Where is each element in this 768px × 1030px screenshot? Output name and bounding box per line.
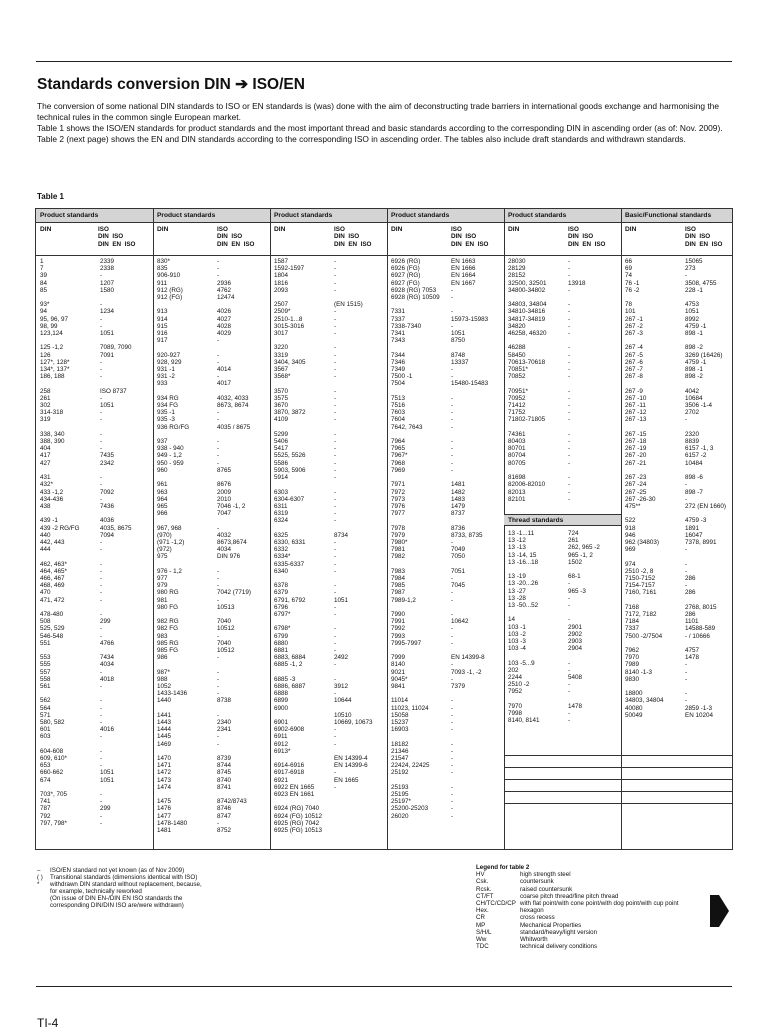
page-number: TI-4 [37,1016,59,1030]
col4-din: 6926 (RG) 6926 (FG) 6927 (RG) 6927 (FG) 6928 (RG) 7053 6928 (RG) 10509 7331 7337 7338-7340 7341 7343 7344 7346 7349 7500 -1 7504 7513 7516 7603 7604 7642, 7643 7964 7965 7967* 7968 7969 7971 7972 7973 7976 7977 7978 7979 7980* 7981 7982 7983 7984 7985 7987 7989-1,2 7990 7991 7992 7993 7995-7997 7999 8140 9021 9045* 9841 11014 11023, 11024 15058 15237 16903 18182 21346 21547 22424, 22425 25192 25193 25195 25197* 25200-25203 26020 [391,258,440,820]
footnote: corresponding DIN/DIN ISO are/were withdrawn) [50,901,184,909]
blank-row-rule [504,779,732,780]
legend-title: Legend for table 2 [476,864,530,871]
intro-paragraph-3: Table 2 (next page) shows the EN and DIN standards according to the corresponding ISO in ascending order. The tables also include draft standards and withdrawn standards. [37,134,686,145]
col-divider [504,209,505,849]
footnote: * withdrawn DIN standard without replacement, because, [37,880,202,888]
sub-din: DIN [157,226,169,233]
standards-table [35,208,733,850]
col2-iso: - - - 2936 4762 12474 4026 4027 4028 4029 - - - 4014 - 4017 4032, 4033 8673, 8674 - - 4035 / 8675 - - - - 8765 8676 2009 2010 7046 -1, 2 7047 - 4032 8673,8674 4034 DIN 976 - - - 7042 (7719) - 10513 7040 10512 - 7040 10512 - - - - - 8738 - 2340 2341 - - 8739 8744 8745 8740 8741 8742/8743 8746 8747 - 8752 [217,258,251,835]
sub-din: DIN [508,226,520,233]
col-head-6: Basic/Functional standards [621,209,732,223]
footnote: ( ) Transitional standards (dimensions identical with ISO) [37,873,198,881]
page-title: Standards conversion DIN ➔ ISO/EN [37,76,305,93]
col-head-5: Product standards [504,209,621,223]
legend-item: MP Mechanical Properties [476,921,582,929]
sub-din: DIN [40,226,52,233]
legend-item: Rcsk. raised countersunk [476,885,573,893]
intro-paragraph-1: The conversion of some national DIN standards to ISO or EN standards is (was) done with the aim of deconstructing trade barriers in international goods exchange and harmonising the technical rules in the common single European market. [37,101,719,123]
col-head-3: Product standards [270,209,387,223]
col1-din: 1 7 39 84 85 93* 94 95, 96, 97 98, 99 123,124 125 -1,2 126 127*, 128* 134*, 137* 186, 188 258 261 302 314-318 319 338, 340 388, 390 404 417 427 431 432* 433 -1,2 434-436 438 439 -1 439 -2 RG/FG 440 442, 443 444 462, 463* 464, 465* 466, 467 468, 469 470 471, 472 478-480 508 525, 529 546-548 551 553 555 557 558 561 562 564 571 580, 582 601 603 604-608 609, 610* 653 660-662 674 703*, 705 741 787 792 797, 798* [40,258,80,827]
col3-din: 1587 1592-1597 1804 1816 2093 2507 2509* 2510-1...8 3015-3016 3017 3220 3319 3404, 3405 3567 3568* 3570 3575 3670 3870, 3872 4109 5299 5406 5417 5525, 5526 5586 5903, 5906 5914 6303 6304-6307 6311 6319 6324 6325 6330, 6331 6332 6334* 6335-6337 6340 6378 6379 6791, 6792 6796 6797* 6798* 6799 6880 6881 6883, 6884 6885 -1, 2 6885 -3 6886, 6887 6888 6899 6900 6901 6902-6908 6911 6912 6913* 6914-6916 6917-6918 6921 6922 EN 1665 6923 EN 1661 6924 (RG) 7040 6924 (FG) 10512 6925 (RG) 7042 6925 (FG) 10513 [274,258,322,835]
legend-item: Csk. countersunk [476,878,554,886]
intro-text [37,101,727,145]
sub-din: DIN [274,226,286,233]
legend-item: CR cross recess [476,914,555,922]
intro-paragraph-2: Table 1 shows the ISO/EN standards for product standards and the most important thread and basic standards according to the corresponding DIN in ascending order (as of: Nov. 2009). [37,123,723,134]
sub-iso: ISO DIN ISO DIN EN ISO [98,226,136,248]
col2-din: 830* 835 906-910 911 912 (RG) 912 (FG) 913 914 915 916 917 920-927 928, 929 931 -1 931 -2 933 934 RG 934 FG 935 -1 935 -3 936 RG/FG 937 938 - 940 949 - 1,2 950 - 959 960 961 963 964 965 966 967, 968 (970) (971 -1,2) (972) 975 976 - 1,2 977 979 980 RG 981 980 FG 982 RG 982 FG 983 985 RG 985 FG 986 987* 988 1052 1433-1436 1440 1441 1443 1444 1445 1469 1470 1471 1472 1473 1474 1475 1476 1477 1478-1480 1481 [157,258,190,835]
legend [476,864,679,950]
blank-row-rule [504,755,732,756]
bottom-rule [36,986,732,987]
legend-item: CT/FT coarse pitch thread/fine pitch thread [476,892,619,900]
subhead-rule [36,255,732,256]
footnote: – ISO/EN standard not yet known (as of Nov 2009) [37,867,185,874]
top-rule [36,61,732,62]
legend-item: Ww Whitworth [476,936,548,944]
legend-item: S/H/L standard/heavy/light version [476,928,598,936]
sub-din: DIN [625,226,637,233]
col-head-2: Product standards [153,209,270,223]
legend-item: Hex. hexagon [476,907,544,915]
blank-row-rule [504,767,732,768]
col3-iso: - - - - - (EN 1515) - - - - - - - - - - - - - - - - - - - - - - - - - - 8734 - - - - - - - 1051 - - - - - - 2492 - - 3912 - 10644 10510 10669, 10673 - - - EN 14399-4 EN 14399-6 - EN 1665 - [334,258,373,791]
footnote: for example, technically reworked [50,887,142,895]
col5-din: 28030 28129 28152 32500, 32501 34800-34802 34803, 34804 34810-34816 34817-34819 34820 46258, 46320 46288 58450 70613-70618 70851* 70852 70951* 70952 71412 71752 71802-71805 74361 80403 80701 80704 80705 81698 82006-82010 82013 82101 [508,258,547,503]
thread-iso: 724 261 262, 965 -2 965 -1, 2 1502 68-1 - 965 -3 - - - 2901 2902 2903 2904 - - 5408 - - 1478 - - [568,530,600,725]
blank-row-rule [504,803,732,804]
sub-iso: ISO DIN ISO DIN EN ISO [334,226,372,248]
thread-din: 13 -1...11 13 -12 13 -13 13 -14, 15 13 -16...18 13 -19 13 -20...26 13 -27 13 -28 13 -50...52 14 103 -1 103 -2 103 -3 103 -4 103 -5...9 202 2244 2510 -2 7952 7970 7998 8140, 8141 [508,530,540,725]
thread-standards-head: Thread standards [504,514,621,526]
col5-iso: - - - 13918 - - - - - - - - - - - - - - - - - - - - - - - - - [568,258,586,503]
col6-iso: 15065 273 - 3508, 4755 228 -1 4753 1051 8992 4759 -1 898 -1 898 -2 3269 (16426) 4759 -1 898 -1 898 -2 4042 10684 3506 -1-4 2702 - 2320 8839 6157 -1, 3 6157 -2 10484 898 -6 - 898 -7 - 272 (EN 1660) 4759 -3 1891 16047 7378, 8991 - - - 286 - 286 2768, 8015 286 1101 14588-589 - / 10666 4757 1478 - - - - - 2859 -1-3 EN 10204 [685,258,726,719]
blank-row-rule [504,791,732,792]
col-divider [621,209,622,849]
footnote: (On issue of DIN EN-/DIN EN ISO standards the [50,894,183,902]
table-label: Table 1 [37,192,64,201]
sub-iso: ISO DIN ISO DIN EN ISO [685,226,723,248]
col-head-1: Product standards [36,209,153,223]
col1-iso: 2339 2338 - 1207 1580 - 1234 - - 1051 7089, 7090 7091 - - - ISO 8737 - 1051 - - - - - 7435 2342 - - 7092 - 7436 4036 4035, 8675 7094 - - - - - - - - - 299 - - 4766 7434 4034 - 4018 - - - - - 4016 - - - - 1051 1051 - - 299 - - [100,258,132,827]
col4-iso: EN 1663 EN 1666 EN 1664 EN 1667 - - - 15973-15983 - 1051 8750 8748 13337 - - 15480-15483 - - - - - - - - - - 1481 1482 1483 1479 8737 8736 8733, 8735 - 7049 7050 7051 - 7045 - - - 10642 - - - EN 14399-8 - 7093 -1, -2 - 7379 - - - - - - - - - - - - - - - [451,258,489,820]
footnotes [37,868,202,909]
col-divider [270,209,271,849]
next-page-arrow-icon [710,889,730,938]
sub-iso: ISO DIN ISO DIN EN ISO [217,226,255,248]
sub-din: DIN [391,226,403,233]
sub-iso: ISO DIN ISO DIN EN ISO [451,226,489,248]
legend-item: TDC technical delivery conditions [476,943,598,951]
col-divider [153,209,154,849]
sub-iso: ISO DIN ISO DIN EN ISO [568,226,606,248]
col6-din: 66 69 74 76 -1 76 -2 78 101 267 -1 267 -2 267 -3 267 -4 267 -5 267 -6 267 -7 267 -8 267 -9 267 -10 267 -11 267 -12 267 -13 267 -15 267 -18 267 -19 267 -20 267 -21 267 -23 267 -24 267 -25 267 -26-30 475** 522 918 946 962 (34803) 969 974 2510 -2, 8 7150-7152 7154-7157 7160, 7161 7168 7172, 7182 7184 7337 7500 -2/7504 7962 7970 7989 8140 -1-3 9830 18800 34803, 34804 40080 50049 [625,258,664,719]
col-head-4: Product standards [387,209,504,223]
col-divider [387,209,388,849]
legend-item: CH/TC/CD/CP with flat point/with cone point/with dog point/with cup point [476,900,679,908]
legend-item: HV high strength steel [476,871,571,879]
